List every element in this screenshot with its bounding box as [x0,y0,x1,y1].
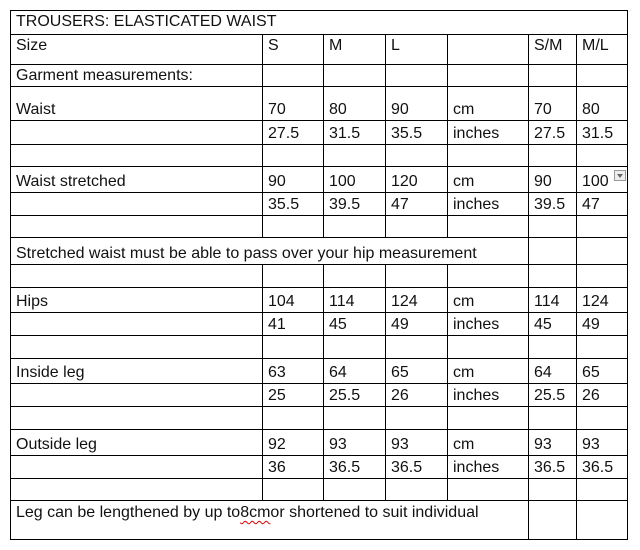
column-divider [262,358,263,407]
unit-cm[interactable]: cm [453,364,475,381]
measurement-name[interactable]: Hips [16,293,49,310]
column-divider [323,86,324,145]
column-divider [576,358,577,407]
column-divider [262,144,263,167]
stretch-note[interactable]: Stretched waist must be able to pass over your hip measurement [16,245,477,262]
column-divider [447,144,448,167]
inch-value[interactable]: 36.5 [329,459,361,476]
column-divider [323,429,324,479]
size-header-1[interactable]: M [329,37,343,54]
cm-value[interactable]: 114 [329,293,355,310]
column-divider [576,64,577,87]
column-divider [262,429,263,479]
measurement-row-inches [10,120,628,144]
column-divider [447,34,448,65]
cm-value[interactable]: 64 [329,364,347,381]
section-row [10,64,628,86]
alt-inch-value[interactable]: 31.5 [582,125,614,142]
column-divider [323,166,324,216]
column-divider [528,478,529,501]
measurement-name-empty[interactable] [10,120,262,144]
inch-value[interactable]: 35.5 [268,196,300,213]
alt-cm-value[interactable]: 65 [582,364,600,381]
column-divider [528,264,529,288]
row-divider [10,64,628,65]
alt-cm-value[interactable]: 90 [534,173,552,190]
column-divider [323,215,324,238]
column-divider [323,64,324,87]
column-divider [385,264,386,288]
column-divider [385,144,386,167]
inch-value[interactable]: 36.5 [391,459,423,476]
column-divider [262,478,263,501]
alt-inch-value[interactable]: 26 [582,387,600,404]
inch-value[interactable]: 41 [268,316,286,333]
alt-cm-value[interactable]: 93 [582,436,600,453]
column-divider [385,429,386,479]
unit-cm[interactable]: cm [453,173,475,190]
column-divider [262,34,263,65]
column-divider [447,429,448,479]
column-divider [528,335,529,359]
column-divider [323,34,324,65]
column-divider [262,86,263,145]
column-divider [262,335,263,359]
inch-value[interactable]: 27.5 [268,125,300,142]
column-divider [447,478,448,501]
column-divider [447,358,448,407]
cm-value[interactable]: 93 [391,436,409,453]
column-divider [447,166,448,216]
column-divider [528,34,529,65]
inch-value[interactable]: 39.5 [329,196,361,213]
measurement-row-inches [10,383,628,406]
alt-cm-value[interactable]: 70 [534,101,552,118]
inch-value[interactable]: 49 [391,316,409,333]
column-divider [385,406,386,430]
row-divider [10,166,628,167]
column-divider [528,215,529,238]
row-divider [10,192,628,193]
measurement-name[interactable]: Outside leg [16,436,97,453]
column-divider [576,215,577,238]
measurement-name-empty[interactable] [10,192,262,215]
leg-note[interactable] [10,500,528,550]
column-divider [323,406,324,430]
column-divider [528,500,529,540]
column-divider [385,34,386,65]
column-divider [576,287,577,336]
row-divider [10,500,628,501]
row-divider [10,383,628,384]
measurement-name[interactable]: Inside leg [16,364,85,381]
row-divider [10,335,628,336]
unit-header-empty[interactable] [447,34,528,64]
note-row [10,237,628,264]
column-divider [576,264,577,288]
measurement-name-empty[interactable] [10,455,262,478]
leg-note-row [10,500,628,550]
row-divider [10,86,628,87]
column-divider [528,429,529,479]
unit-inches[interactable]: inches [453,196,500,213]
size-chart-table [10,10,628,540]
cm-value[interactable]: 63 [268,364,286,381]
column-divider [10,10,11,540]
column-divider [528,358,529,407]
column-divider [323,264,324,288]
alt-inch-value[interactable]: 39.5 [534,196,566,213]
column-divider [528,406,529,430]
header-row [10,34,628,64]
row-divider [10,455,628,456]
unit-cm[interactable]: cm [453,101,475,118]
row-divider [10,34,628,35]
measurement-row-cm [10,166,628,192]
column-divider [262,215,263,238]
chevron-down-icon[interactable] [614,170,626,181]
row-divider [10,406,628,407]
measurement-row-inches [10,455,628,478]
measurement-row-cm [10,358,628,383]
measurement-row-cm [10,287,628,312]
title-row [10,10,628,34]
column-divider [385,335,386,359]
inch-value[interactable]: 31.5 [329,125,361,142]
column-divider [323,144,324,167]
inch-value[interactable]: 47 [391,196,409,213]
cm-value[interactable]: 104 [268,293,295,310]
measurement-name[interactable]: Waist [16,101,56,118]
row-divider [10,358,628,359]
column-divider [262,64,263,87]
column-divider [262,287,263,336]
column-divider [262,264,263,288]
column-divider [385,215,386,238]
inch-value[interactable]: 25.5 [329,387,361,404]
column-divider [323,335,324,359]
inch-value[interactable]: 35.5 [391,125,423,142]
alt-cm-value[interactable]: 100 [576,166,628,192]
column-divider [385,287,386,336]
cm-value[interactable]: 90 [268,173,286,190]
column-divider [447,215,448,238]
alt-cm-value[interactable]: 124 [582,293,609,310]
column-divider [262,406,263,430]
column-divider [576,86,577,145]
unit-inches[interactable]: inches [453,387,500,404]
column-divider [323,287,324,336]
column-divider [447,335,448,359]
column-divider [528,64,529,87]
size-header-2[interactable]: L [391,37,400,54]
alt-cm-value[interactable]: 80 [582,101,600,118]
alt-size-header-0[interactable]: S/M [534,37,563,54]
row-divider [10,144,628,145]
cm-value[interactable]: 70 [268,101,286,118]
alt-cm-value[interactable]: 93 [534,436,552,453]
measurement-name[interactable]: Waist stretched [16,173,126,190]
measurement-row-inches [10,312,628,335]
alt-inch-value[interactable]: 47 [582,196,600,213]
column-divider [262,166,263,216]
column-divider [385,86,386,145]
cm-value[interactable]: 100 [329,173,356,190]
leg-note-text-end: or shortened to suit individual [270,504,479,521]
cm-value[interactable]: 93 [329,436,347,453]
cm-value[interactable]: 80 [329,101,347,118]
alt-cm-value[interactable]: 64 [534,364,552,381]
table-title[interactable]: TROUSERS: ELASTICATED WAIST [16,13,277,30]
row-divider [10,10,628,11]
alt-inch-value[interactable]: 36.5 [534,459,566,476]
measurement-row-cm [10,429,628,455]
row-divider [10,429,628,430]
alt-inch-value[interactable]: 49 [582,316,600,333]
alt-size-header-1[interactable]: M/L [582,37,609,54]
measurement-name-empty[interactable] [10,383,262,406]
cm-value[interactable]: 120 [391,173,418,190]
row-divider [10,215,628,216]
leg-note-text: Leg can be lengthened by up to [16,504,241,521]
column-divider [385,478,386,501]
alt-inch-value[interactable]: 36.5 [582,459,614,476]
measurement-row-inches [10,192,628,215]
column-divider [576,500,577,540]
column-divider [576,237,577,265]
unit-inches[interactable]: inches [453,125,500,142]
column-divider [576,34,577,65]
column-divider [447,287,448,336]
inch-value[interactable]: 45 [329,316,347,333]
alt-cm-value[interactable]: 114 [534,293,560,310]
unit-inches[interactable]: inches [453,316,500,333]
column-divider [528,144,529,167]
column-divider [447,86,448,145]
section-label[interactable]: Garment measurements: [16,67,193,84]
column-divider [576,144,577,167]
inch-value[interactable]: 26 [391,387,409,404]
row-divider [10,312,628,313]
row-divider [10,539,628,540]
column-divider [528,237,529,265]
unit-inches[interactable]: inches [453,459,500,476]
unit-cm[interactable]: cm [453,293,475,310]
column-divider [576,166,577,216]
cm-value[interactable]: 124 [391,293,418,310]
row-divider [10,120,628,121]
column-divider [528,287,529,336]
row-divider [10,478,628,479]
size-header-label[interactable]: Size [16,37,48,54]
column-divider [528,166,529,216]
column-divider [323,358,324,407]
row-divider [10,264,628,265]
column-divider [627,10,628,540]
column-divider [576,406,577,430]
inch-value[interactable]: 36 [268,459,286,476]
inch-value[interactable]: 25 [268,387,286,404]
measurement-name-empty[interactable] [10,312,262,335]
column-divider [385,64,386,87]
column-divider [576,478,577,501]
column-divider [447,406,448,430]
cm-value[interactable]: 90 [391,101,409,118]
row-divider [10,237,628,238]
column-divider [385,358,386,407]
leg-note-flagged-word: 8cm [240,504,271,521]
cm-value[interactable]: 65 [391,364,409,381]
alt-inch-value[interactable]: 45 [534,316,552,333]
column-divider [323,478,324,501]
cm-value[interactable]: 92 [268,436,286,453]
alt-inch-value[interactable]: 27.5 [534,125,566,142]
unit-cm[interactable]: cm [453,436,475,453]
measurement-row-cm [10,86,628,120]
column-divider [447,264,448,288]
alt-inch-value[interactable]: 25.5 [534,387,566,404]
column-divider [576,335,577,359]
column-divider [528,86,529,145]
column-divider [576,429,577,479]
size-header-0[interactable]: S [268,37,279,54]
row-divider [10,287,628,288]
column-divider [385,166,386,216]
column-divider [447,64,448,87]
